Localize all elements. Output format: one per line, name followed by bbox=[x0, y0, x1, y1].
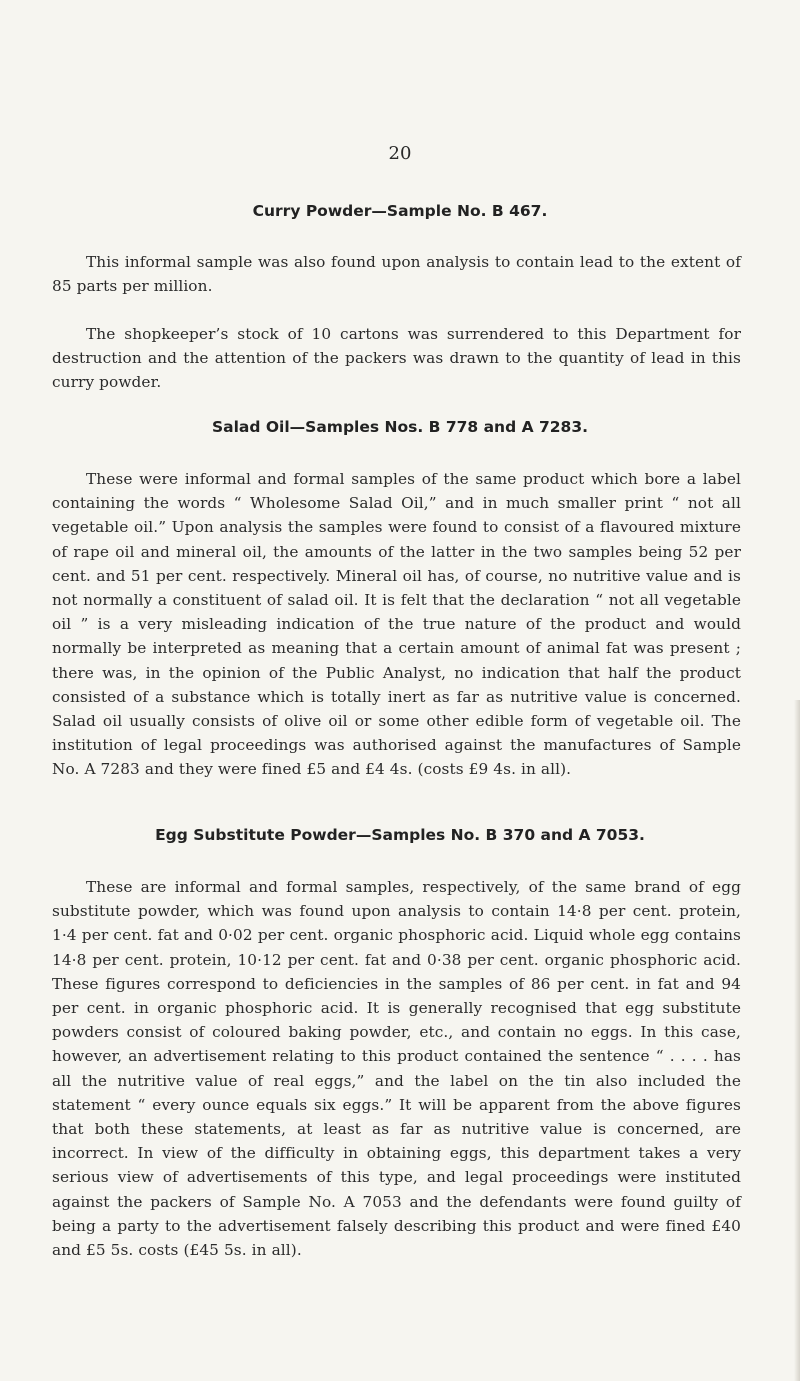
page-edge-shadow bbox=[794, 700, 800, 1381]
section-heading-curry-powder: Curry Powder—Sample No. B 467. bbox=[252, 202, 548, 220]
page-number: 20 bbox=[388, 143, 412, 164]
paragraph: The shopkeeper’s stock of 10 cartons was surrendered to this Department for destruction and the attention of the packers was drawn to the quantity of lead in this curry powder. bbox=[52, 325, 741, 392]
section-heading-egg-substitute: Egg Substitute Powder—Samples No. B 370 and A 7053. bbox=[155, 826, 645, 844]
paragraph: These are informal and formal samples, respectively, of the same brand of egg substitute powder, which was found upon analysis to contain 14·8 per cent. protein, 1·4 per cent. fat and 0·02 per cent. organic phosphoric acid. Liquid whole egg contains 14·8 per cent. protein, 10·12 per cent. fat and 0·38 per cent. organic phosphoric acid. These figures correspond to deficiencies in the samples of 86 per cent. in fat and 94 per cent. in organic phosphoric acid. It is generally recognised that egg substitute powders consist of coloured baking powder, etc., and contain no eggs. In this case, however, an advertisement relating to this product contained the sentence “ . . . . has all the nutritive value of real eggs,” and the label on the tin also included the statement “ every ounce equals six eggs.” It will be apparent from the above figures that both these statements, at least as far as nutritive value is concerned, are incorrect. In view of the difficulty in obtaining eggs, this department takes a very serious view of advertisements of this type, and legal proceedings were instituted against the packers of Sample No. A 7053 and the defendants were found guilty of being a party to the advertisement falsely describing this product and were fined £40 and £5 5s. costs (£45 5s. in all). bbox=[52, 878, 741, 1260]
section-heading-salad-oil: Salad Oil—Samples Nos. B 778 and A 7283. bbox=[211, 418, 588, 436]
paragraph: This informal sample was also found upon analysis to contain lead to the extent of 85 parts per million. bbox=[52, 253, 741, 296]
paragraph: These were informal and formal samples of the same product which bore a label containing the words “ Wholesome Salad Oil,” and in much smaller print “ not all vegetable oil.” Upon analysis the samples were found to consist of a flavoured mixture of rape oil and mineral oil, the amounts of the latter in the two samples being 52 per cent. and 51 per cent. respectively. Mineral oil has, of course, no nutritive value and is not normally a constituent of salad oil. It is felt that the declaration “ not all vegetable oil ” is a very misleading indication of the true nature of the product and would normally be interpreted as meaning that a certain amount of animal fat was present ; there was, in the opinion of the Public Analyst, no indication that half the product consisted of a substance which is totally inert as far as nutritive value is concerned. Salad oil usually consists of olive oil or some other edible form of vegetable oil. The institution of legal proceedings was authorised against the manufactures of Sample No. A 7283 and they were fined £5 and £4 4s. (costs £9 4s. in all). bbox=[52, 470, 741, 779]
